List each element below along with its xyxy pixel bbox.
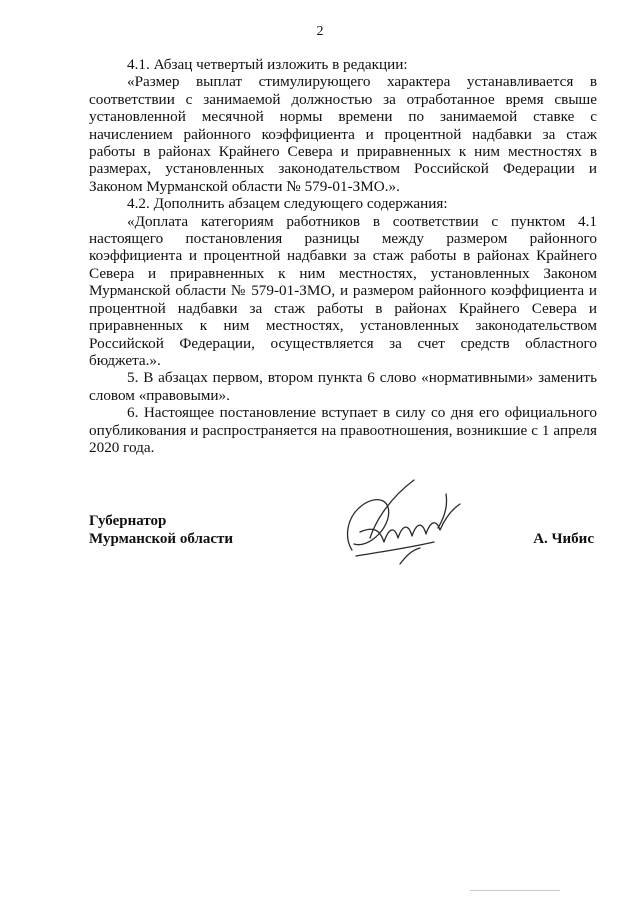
scan-artifact-line [470,890,560,891]
paragraph-4-2-text: «Доплата категориям работников в соответствии с пунктом 4.1 настоящего постановления разницы между размером районного коэффициента и процентной надбавки за стаж работы в районах Крайнего Севера и приравненных к ним местностях, установленных Законом Мурманской области № 579-01-ЗМО, и размером районного коэффициента и процентной надбавки за стаж работы в районах Крайнего Севера и приравненных к ним местностях, установленных законодательством Российской Федерации, осуществляется за счет средств областного бюджета.». [89,212,597,369]
page-number: 2 [316,24,324,39]
signatory-title [89,512,233,548]
paragraph-4-2: 4.2. Дополнить абзацем следующего содержания: [127,195,448,213]
signatory-title-line2: Мурманской области [89,531,234,547]
paragraph-6: 6. Настоящее постановление вступает в силу со дня его официального опубликования и распространяется на правоотношения, возникшие с 1 апреля 2020 года. [89,404,597,456]
signatory-title-line1: Губернатор [89,513,167,529]
signatory-name: А. Чибис [533,531,594,547]
paragraph-4-1: 4.1. Абзац четвертый изложить в редакции: [127,56,408,73]
paragraph-4-1-text: «Размер выплат стимулирующего характера устанавливается в соответствии с занимаемой должностью за отработанное время свыше установленной месячной нормы времени по занимаемой ставке с начислением районного коэффициента и процентной надбавки за стаж работы в районах Крайнего Севера и приравненных к ним местностях в размерах, установленных законодательством Российской Федерации и Законом Мурманской области № 579-01-ЗМО.». [89,73,597,195]
document-body [89,56,597,456]
handwritten-signature [330,468,480,578]
paragraph-5: 5. В абзацах первом, втором пункта 6 слово «нормативными» заменить словом «правовыми». [89,369,597,404]
